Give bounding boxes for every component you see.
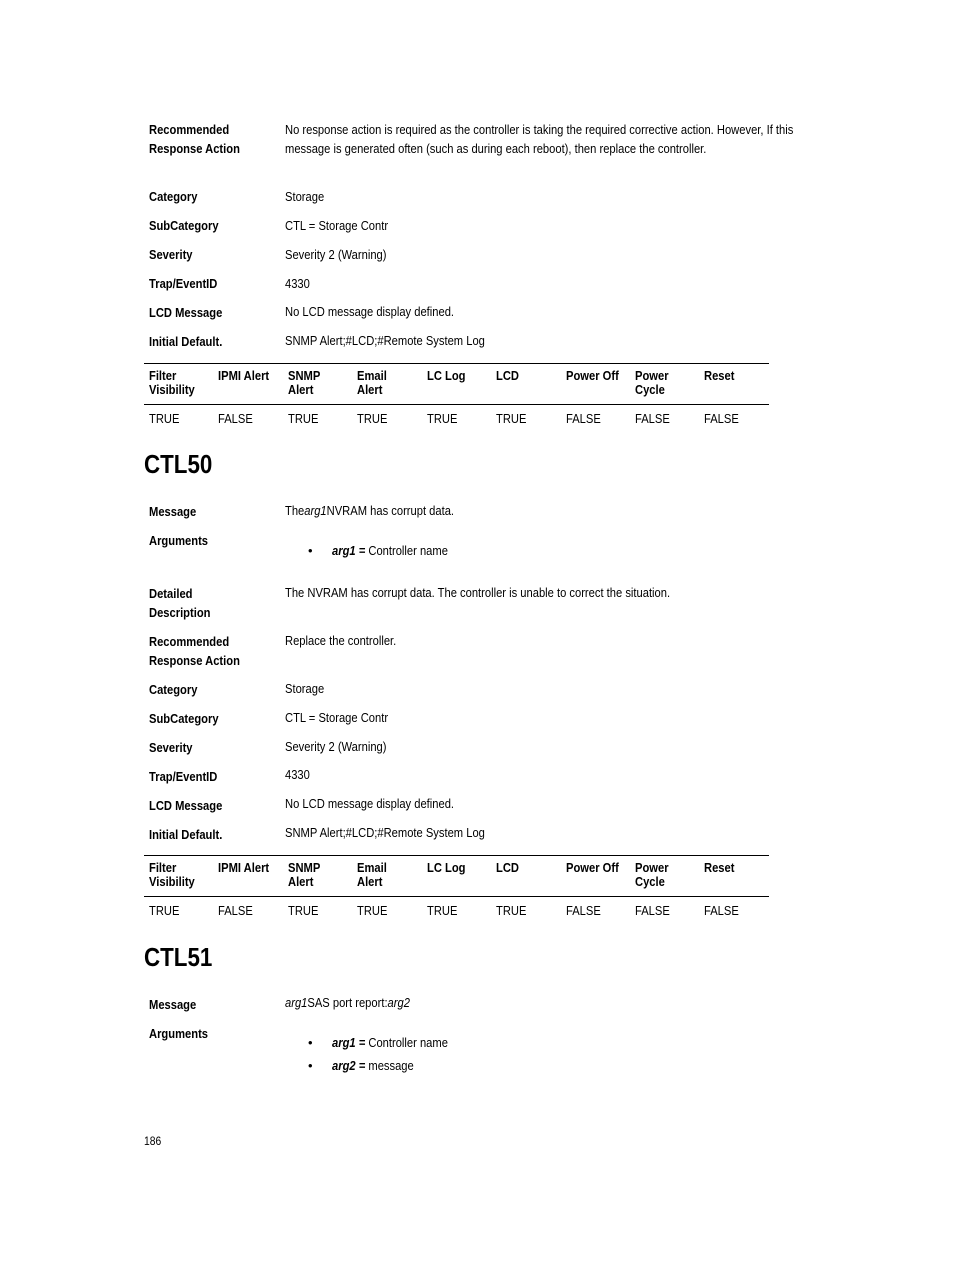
cell-power-cycle: FALSE (635, 903, 670, 918)
cell-snmp-alert: TRUE (288, 903, 319, 918)
ctl50-initial-default-value: SNMP Alert;#LCD;#Remote System Log (285, 825, 485, 840)
th-snmp-alert: SNMP Alert (288, 368, 321, 397)
th-filter-visibility: Filter Visibility (149, 860, 195, 889)
category-label: Category (149, 189, 198, 204)
ctl51-message-arg1: arg1 (285, 995, 308, 1010)
ctl50-recommended-label: Recommended Response Action (149, 634, 240, 668)
ctl51-arg1-desc: Controller name (368, 1035, 448, 1050)
cell-ipmi-alert: FALSE (218, 903, 253, 918)
th-power-cycle: Power Cycle (635, 860, 669, 889)
ctl51-message-arg2: arg2 (387, 995, 410, 1010)
cell-power-off: FALSE (566, 903, 601, 918)
filter-table (144, 363, 769, 431)
ctl51-message-value (285, 993, 410, 1012)
ctl50-arguments-label: Arguments (149, 533, 209, 548)
severity-label: Severity (149, 247, 193, 262)
cell-power-off: FALSE (566, 411, 601, 426)
ctl50-message-arg: arg1 (304, 503, 327, 518)
th-power-off: Power Off (566, 860, 619, 875)
ctl50-category-value: Storage (285, 681, 325, 696)
th-power-off: Power Off (566, 368, 619, 383)
cell-filter-visibility: TRUE (149, 903, 180, 918)
bullet-icon: • (308, 1035, 313, 1050)
severity-value: Severity 2 (Warning) (285, 247, 387, 262)
th-ipmi-alert: IPMI Alert (218, 860, 270, 875)
page-number: 186 (144, 1134, 162, 1148)
ctl50-trap-value: 4330 (285, 767, 310, 782)
th-reset: Reset (704, 368, 735, 383)
ctl50-severity-value: Severity 2 (Warning) (285, 739, 387, 754)
category-value: Storage (285, 189, 325, 204)
ctl51-message-label: Message (149, 997, 197, 1012)
cell-filter-visibility: TRUE (149, 411, 180, 426)
ctl50-message-pre: The (285, 503, 305, 518)
ctl50-subcategory-label: SubCategory (149, 711, 219, 726)
ctl50-arg1-desc: Controller name (368, 543, 448, 558)
subcategory-label: SubCategory (149, 218, 219, 233)
cell-reset: FALSE (704, 411, 739, 426)
th-lcd: LCD (496, 368, 519, 383)
th-filter-visibility: Filter Visibility (149, 368, 195, 397)
recommended-value: No response action is required as the controller is taking the required corrective action. However, If this message is generated often (such as during each reboot), then replace the controller. (285, 122, 794, 156)
th-power-cycle: Power Cycle (635, 368, 669, 397)
cell-power-cycle: FALSE (635, 411, 670, 426)
ctl50-subcategory-value: CTL = Storage Contr (285, 710, 389, 725)
ctl50-initial-default-label: Initial Default. (149, 827, 223, 842)
ctl50-heading: CTL50 (144, 449, 213, 479)
trap-label: Trap/EventID (149, 276, 218, 291)
ctl50-category-label: Category (149, 682, 198, 697)
th-email-alert: Email Alert (357, 860, 387, 889)
ctl50-lcd-label: LCD Message (149, 798, 223, 813)
cell-ipmi-alert: FALSE (218, 411, 253, 426)
lcd-value: No LCD message display defined. (285, 304, 455, 319)
ctl51-arguments-label: Arguments (149, 1026, 209, 1041)
ctl50-trap-label: Trap/EventID (149, 769, 218, 784)
table-row (144, 897, 769, 923)
ctl51-arg1-name: arg1 = (332, 1035, 366, 1050)
th-reset: Reset (704, 860, 735, 875)
subcategory-value: CTL = Storage Contr (285, 218, 389, 233)
ctl50-detailed-value: The NVRAM has corrupt data. The controller is unable to correct the situation. (285, 585, 671, 600)
th-snmp-alert: SNMP Alert (288, 860, 321, 889)
cell-lcd: TRUE (496, 903, 527, 918)
bullet-icon: • (308, 543, 313, 558)
initial-default-label: Initial Default. (149, 334, 223, 349)
cell-lc-log: TRUE (427, 903, 458, 918)
ctl50-lcd-value: No LCD message display defined. (285, 796, 455, 811)
cell-lc-log: TRUE (427, 411, 458, 426)
table-row (144, 405, 769, 431)
trap-value: 4330 (285, 276, 310, 291)
cell-reset: FALSE (704, 903, 739, 918)
filter-table-header (144, 855, 769, 897)
th-lc-log: LC Log (427, 368, 466, 383)
ctl50-arg1-name: arg1 = (332, 543, 366, 558)
th-email-alert: Email Alert (357, 368, 387, 397)
th-lc-log: LC Log (427, 860, 466, 875)
cell-snmp-alert: TRUE (288, 411, 319, 426)
lcd-label: LCD Message (149, 305, 223, 320)
ctl51-heading: CTL51 (144, 942, 213, 972)
recommended-label: Recommended Response Action (149, 122, 240, 156)
cell-email-alert: TRUE (357, 903, 388, 918)
ctl50-filter-table (144, 855, 769, 923)
ctl51-arg2-desc: message (368, 1058, 414, 1073)
bullet-icon: • (308, 1058, 313, 1073)
ctl50-message-label: Message (149, 504, 197, 519)
ctl50-severity-label: Severity (149, 740, 193, 755)
ctl50-recommended-value: Replace the controller. (285, 633, 397, 648)
cell-email-alert: TRUE (357, 411, 388, 426)
ctl51-message-mid: SAS port report: (307, 995, 388, 1010)
ctl51-arg2-name: arg2 = (332, 1058, 366, 1073)
filter-table-header (144, 363, 769, 405)
th-lcd: LCD (496, 860, 519, 875)
th-ipmi-alert: IPMI Alert (218, 368, 270, 383)
ctl50-message-value (285, 501, 454, 520)
ctl50-detailed-label: Detailed Description (149, 586, 211, 620)
initial-default-value: SNMP Alert;#LCD;#Remote System Log (285, 333, 485, 348)
cell-lcd: TRUE (496, 411, 527, 426)
ctl50-message-post: NVRAM has corrupt data. (326, 503, 455, 518)
